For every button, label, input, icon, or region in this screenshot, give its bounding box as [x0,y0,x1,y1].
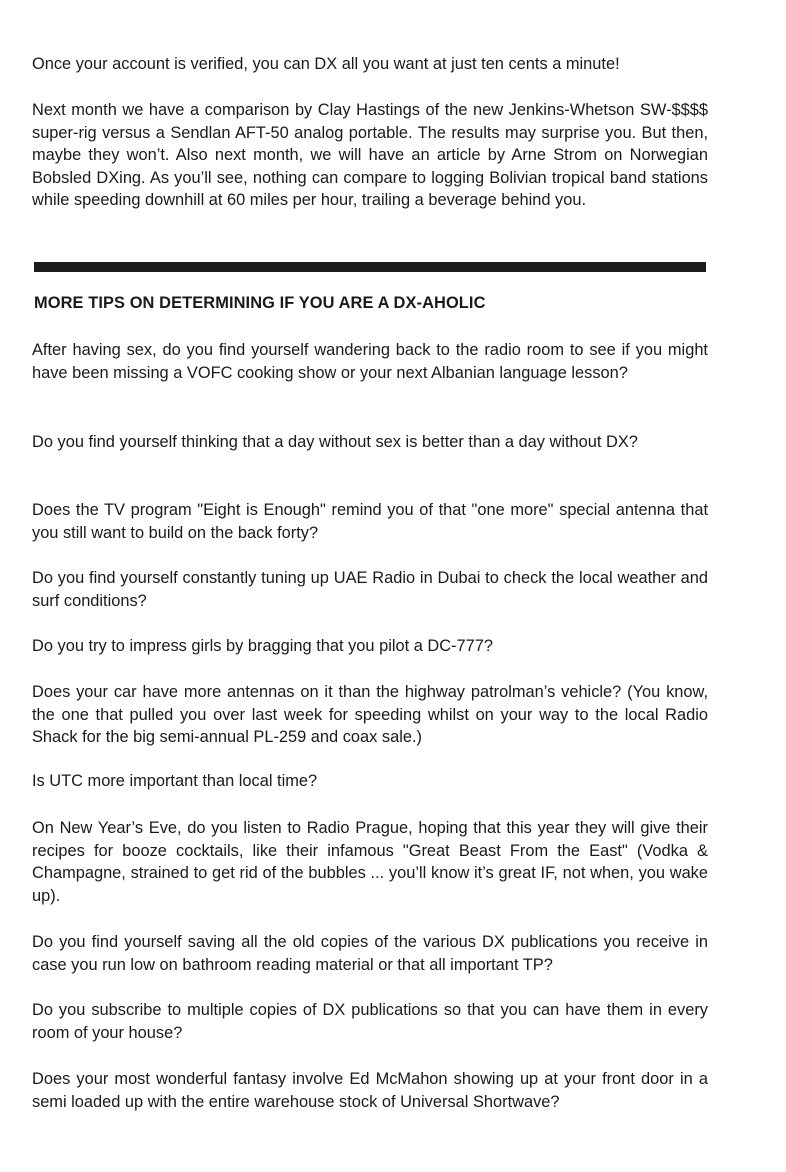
intro-closing-line: Once your account is verified, you can DX all you want at just ten cents a minute! [32,55,620,73]
question-paragraph: Do you subscribe to multiple copies of DX publications so that you can have them in every room of your house? [32,1001,708,1042]
question-paragraph: Do you find yourself constantly tuning up UAE Radio in Dubai to check the local weather and surf conditions? [32,569,708,610]
section-heading: MORE TIPS ON DETERMINING IF YOU ARE A DX-AHOLIC [34,294,486,312]
question-paragraph: On New Year’s Eve, do you listen to Radio Prague, hoping that this year they will give their recipes for booze cocktails, like their infamous "Great Beast From the East" (Vodka & Champagne, strained to get rid of the bubbles ... you’ll know it’s great IF, not when, you wake up). [32,819,708,905]
question-paragraph: Does your most wonderful fantasy involve Ed McMahon showing up at your front door in a semi loaded up with the entire warehouse stock of Universal Shortwave? [32,1070,708,1111]
question-paragraph: Do you find yourself thinking that a day without sex is better than a day without DX? [32,433,638,451]
question-paragraph: Is UTC more important than local time? [32,772,318,790]
question-paragraph: Does your car have more antennas on it than the highway patrolman’s vehicle? (You know, the one that pulled you over last week for speeding whilst on your way to the local Radio Shack for the big semi-annual PL-259 and coax sale.) [32,683,708,746]
question-paragraph: Does the TV program "Eight is Enough" remind you of that "one more" special antenna that you still want to build on the back forty? [32,501,708,542]
question-paragraph: Do you try to impress girls by bragging that you pilot a DC-777? [32,637,493,655]
question-paragraph: Do you find yourself saving all the old copies of the various DX publications you receive in case you run low on bathroom reading material or that all important TP? [32,933,708,974]
section-divider [34,262,706,272]
next-month-paragraph: Next month we have a comparison by Clay Hastings of the new Jenkins-Whetson SW-$$$$ super-rig versus a Sendlan AFT-50 analog portable. The results may surprise you. But then, maybe they won’t. Also next month, we will have an article by Arne Strom on Norwegian Bobsled DXing. As you’ll see, nothing can compare to logging Bolivian tropical band stations while speeding downhill at 60 miles per hour, trailing a beverage behind you. [32,101,708,209]
question-paragraph: After having sex, do you find yourself wandering back to the radio room to see if you might have been missing a VOFC cooking show or your next Albanian language lesson? [32,341,708,382]
